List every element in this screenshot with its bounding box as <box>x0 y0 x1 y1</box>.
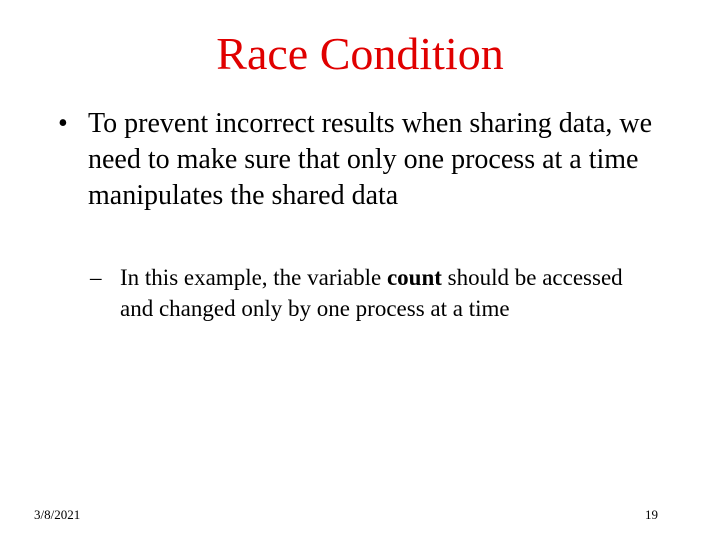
sub-bullet-text-after: should be accessed and changed only by one process at a time <box>120 265 623 321</box>
bullet-marker: • <box>58 108 68 139</box>
sub-bullet-item <box>90 262 660 324</box>
sub-bullet-marker: – <box>90 265 102 290</box>
variable-name: count <box>386 265 442 290</box>
slide-title: Race Condition <box>216 28 504 79</box>
sub-bullet-text <box>120 262 660 324</box>
sub-bullet-text-before: In this example, the variable <box>120 265 387 290</box>
footer-date: 3/8/2021 <box>34 507 81 522</box>
page-number: 19 <box>645 507 658 522</box>
bullet-item <box>58 106 658 214</box>
bullet-text: To prevent incorrect results when sharing data, we need to make sure that only one process at a time manipulates the shared data <box>88 108 653 211</box>
